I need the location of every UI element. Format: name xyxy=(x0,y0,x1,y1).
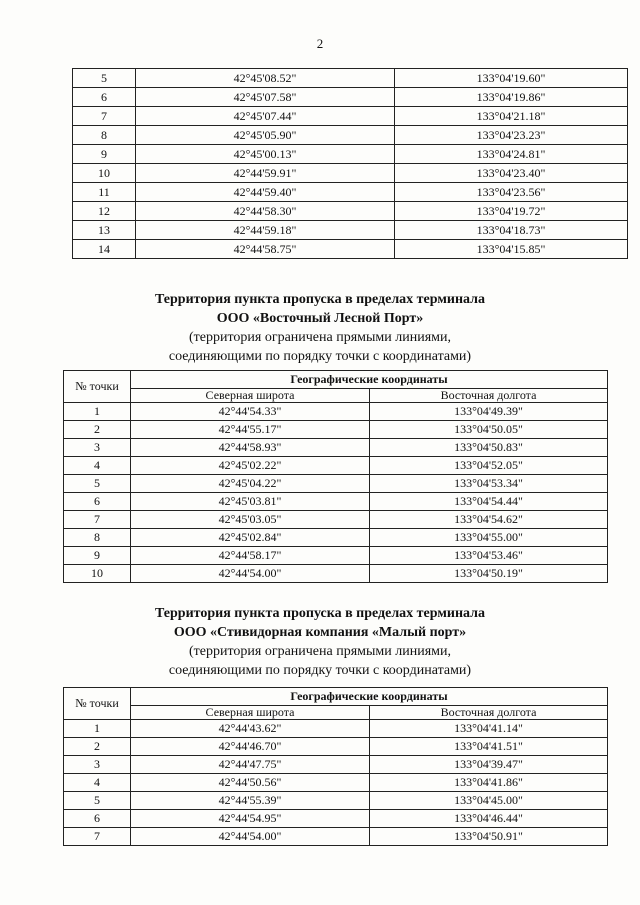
point-number-cell: 12 xyxy=(73,202,136,221)
point-number-cell: 5 xyxy=(64,475,131,493)
point-number-cell: 1 xyxy=(64,720,131,738)
point-number-cell: 4 xyxy=(64,457,131,475)
header-longitude: Восточная долгота xyxy=(370,706,608,720)
point-number-cell: 3 xyxy=(64,439,131,457)
latitude-cell: 42°45'07.58" xyxy=(136,88,395,107)
table-row xyxy=(64,511,608,529)
longitude-cell: 133°04'50.83" xyxy=(370,439,608,457)
coordinates-table-vostochny xyxy=(63,370,608,583)
longitude-cell: 133°04'50.91" xyxy=(370,828,608,846)
table-row xyxy=(64,457,608,475)
latitude-cell: 42°45'05.90" xyxy=(136,126,395,145)
longitude-cell: 133°04'53.46" xyxy=(370,547,608,565)
point-number-cell: 10 xyxy=(73,164,136,183)
latitude-cell: 42°44'58.75" xyxy=(136,240,395,259)
table-row xyxy=(64,756,608,774)
table-row xyxy=(73,69,628,88)
latitude-cell: 42°44'50.56" xyxy=(131,774,370,792)
table-row xyxy=(64,810,608,828)
longitude-cell: 133°04'50.05" xyxy=(370,421,608,439)
point-number-cell: 5 xyxy=(64,792,131,810)
point-number-cell: 6 xyxy=(64,810,131,828)
point-number-cell: 2 xyxy=(64,421,131,439)
longitude-cell: 133°04'23.23" xyxy=(395,126,628,145)
table-row xyxy=(64,493,608,511)
point-number-cell: 7 xyxy=(64,828,131,846)
table-row xyxy=(73,240,628,259)
longitude-cell: 133°04'19.60" xyxy=(395,69,628,88)
latitude-cell: 42°45'07.44" xyxy=(136,107,395,126)
table-body xyxy=(64,720,608,846)
table-row xyxy=(64,403,608,421)
point-number-cell: 7 xyxy=(64,511,131,529)
table-row xyxy=(64,828,608,846)
header-geo-coordinates: Географические координаты xyxy=(131,371,608,389)
longitude-cell: 133°04'15.85" xyxy=(395,240,628,259)
table-row xyxy=(64,439,608,457)
longitude-cell: 133°04'41.14" xyxy=(370,720,608,738)
table-row xyxy=(73,202,628,221)
point-number-cell: 1 xyxy=(64,403,131,421)
header-point-number: № точки xyxy=(64,371,131,403)
longitude-cell: 133°04'46.44" xyxy=(370,810,608,828)
header-longitude: Восточная долгота xyxy=(370,389,608,403)
latitude-cell: 42°45'03.81" xyxy=(131,493,370,511)
longitude-cell: 133°04'19.72" xyxy=(395,202,628,221)
longitude-cell: 133°04'53.34" xyxy=(370,475,608,493)
longitude-cell: 133°04'50.19" xyxy=(370,565,608,583)
point-number-cell: 14 xyxy=(73,240,136,259)
point-number-cell: 10 xyxy=(64,565,131,583)
latitude-cell: 42°45'02.84" xyxy=(131,529,370,547)
latitude-cell: 42°45'02.22" xyxy=(131,457,370,475)
latitude-cell: 42°44'46.70" xyxy=(131,738,370,756)
longitude-cell: 133°04'55.00" xyxy=(370,529,608,547)
longitude-cell: 133°04'45.00" xyxy=(370,792,608,810)
coordinates-table-continued xyxy=(72,68,628,259)
header-latitude: Северная широта xyxy=(131,389,370,403)
section-note-line1: (территория ограничена прямыми линиями, xyxy=(188,330,452,345)
table-row xyxy=(73,164,628,183)
longitude-cell: 133°04'23.56" xyxy=(395,183,628,202)
longitude-cell: 133°04'54.44" xyxy=(370,493,608,511)
coordinates-table-maly-port xyxy=(63,687,608,846)
page-number: 2 xyxy=(316,36,324,51)
latitude-cell: 42°44'59.40" xyxy=(136,183,395,202)
table-row xyxy=(73,126,628,145)
longitude-cell: 133°04'19.86" xyxy=(395,88,628,107)
point-number-cell: 6 xyxy=(64,493,131,511)
latitude-cell: 42°44'47.75" xyxy=(131,756,370,774)
longitude-cell: 133°04'52.05" xyxy=(370,457,608,475)
header-point-number: № точки xyxy=(64,688,131,720)
point-number-cell: 5 xyxy=(73,69,136,88)
section-title-line1: Территория пункта пропуска в пределах терминала xyxy=(155,292,485,307)
latitude-cell: 42°45'03.05" xyxy=(131,511,370,529)
longitude-cell: 133°04'41.51" xyxy=(370,738,608,756)
latitude-cell: 42°44'59.18" xyxy=(136,221,395,240)
table-row xyxy=(73,183,628,202)
section-heading-maly-port xyxy=(0,604,640,680)
section-note-line2: соединяющими по порядку точки с координатами) xyxy=(168,349,472,364)
point-number-cell: 2 xyxy=(64,738,131,756)
latitude-cell: 42°44'58.17" xyxy=(131,547,370,565)
table-row xyxy=(64,774,608,792)
latitude-cell: 42°44'58.30" xyxy=(136,202,395,221)
longitude-cell: 133°04'41.86" xyxy=(370,774,608,792)
table-row xyxy=(64,792,608,810)
header-geo-coordinates: Географические координаты xyxy=(131,688,608,706)
latitude-cell: 42°44'55.39" xyxy=(131,792,370,810)
table-row xyxy=(73,88,628,107)
point-number-cell: 8 xyxy=(73,126,136,145)
point-number-cell: 9 xyxy=(73,145,136,164)
latitude-cell: 42°45'04.22" xyxy=(131,475,370,493)
point-number-cell: 7 xyxy=(73,107,136,126)
table-row xyxy=(64,421,608,439)
table-row xyxy=(64,738,608,756)
section-title-line2: ООО «Восточный Лесной Порт» xyxy=(216,311,424,326)
point-number-cell: 9 xyxy=(64,547,131,565)
table-row xyxy=(73,221,628,240)
longitude-cell: 133°04'39.47" xyxy=(370,756,608,774)
point-number-cell: 4 xyxy=(64,774,131,792)
longitude-cell: 133°04'21.18" xyxy=(395,107,628,126)
latitude-cell: 42°44'43.62" xyxy=(131,720,370,738)
longitude-cell: 133°04'18.73" xyxy=(395,221,628,240)
longitude-cell: 133°04'23.40" xyxy=(395,164,628,183)
header-latitude: Северная широта xyxy=(131,706,370,720)
latitude-cell: 42°44'58.93" xyxy=(131,439,370,457)
point-number-cell: 3 xyxy=(64,756,131,774)
latitude-cell: 42°44'54.33" xyxy=(131,403,370,421)
point-number-cell: 6 xyxy=(73,88,136,107)
longitude-cell: 133°04'24.81" xyxy=(395,145,628,164)
point-number-cell: 8 xyxy=(64,529,131,547)
table-row xyxy=(64,547,608,565)
latitude-cell: 42°45'00.13" xyxy=(136,145,395,164)
latitude-cell: 42°44'55.17" xyxy=(131,421,370,439)
table-row xyxy=(73,107,628,126)
longitude-cell: 133°04'49.39" xyxy=(370,403,608,421)
table-row xyxy=(73,145,628,164)
latitude-cell: 42°45'08.52" xyxy=(136,69,395,88)
table-row xyxy=(64,720,608,738)
latitude-cell: 42°44'54.00" xyxy=(131,565,370,583)
longitude-cell: 133°04'54.62" xyxy=(370,511,608,529)
table-row xyxy=(64,475,608,493)
latitude-cell: 42°44'59.91" xyxy=(136,164,395,183)
section-note-line2: соединяющими по порядку точки с координатами) xyxy=(168,663,472,678)
table-row xyxy=(64,565,608,583)
table-body xyxy=(64,403,608,583)
point-number-cell: 13 xyxy=(73,221,136,240)
latitude-cell: 42°44'54.95" xyxy=(131,810,370,828)
latitude-cell: 42°44'54.00" xyxy=(131,828,370,846)
section-note-line1: (территория ограничена прямыми линиями, xyxy=(188,644,452,659)
section-title-line2: ООО «Стивидорная компания «Малый порт» xyxy=(173,625,467,640)
table-row xyxy=(64,529,608,547)
section-heading-vostochny xyxy=(0,290,640,366)
table-body xyxy=(73,69,628,259)
point-number-cell: 11 xyxy=(73,183,136,202)
section-title-line1: Территория пункта пропуска в пределах терминала xyxy=(155,606,485,621)
